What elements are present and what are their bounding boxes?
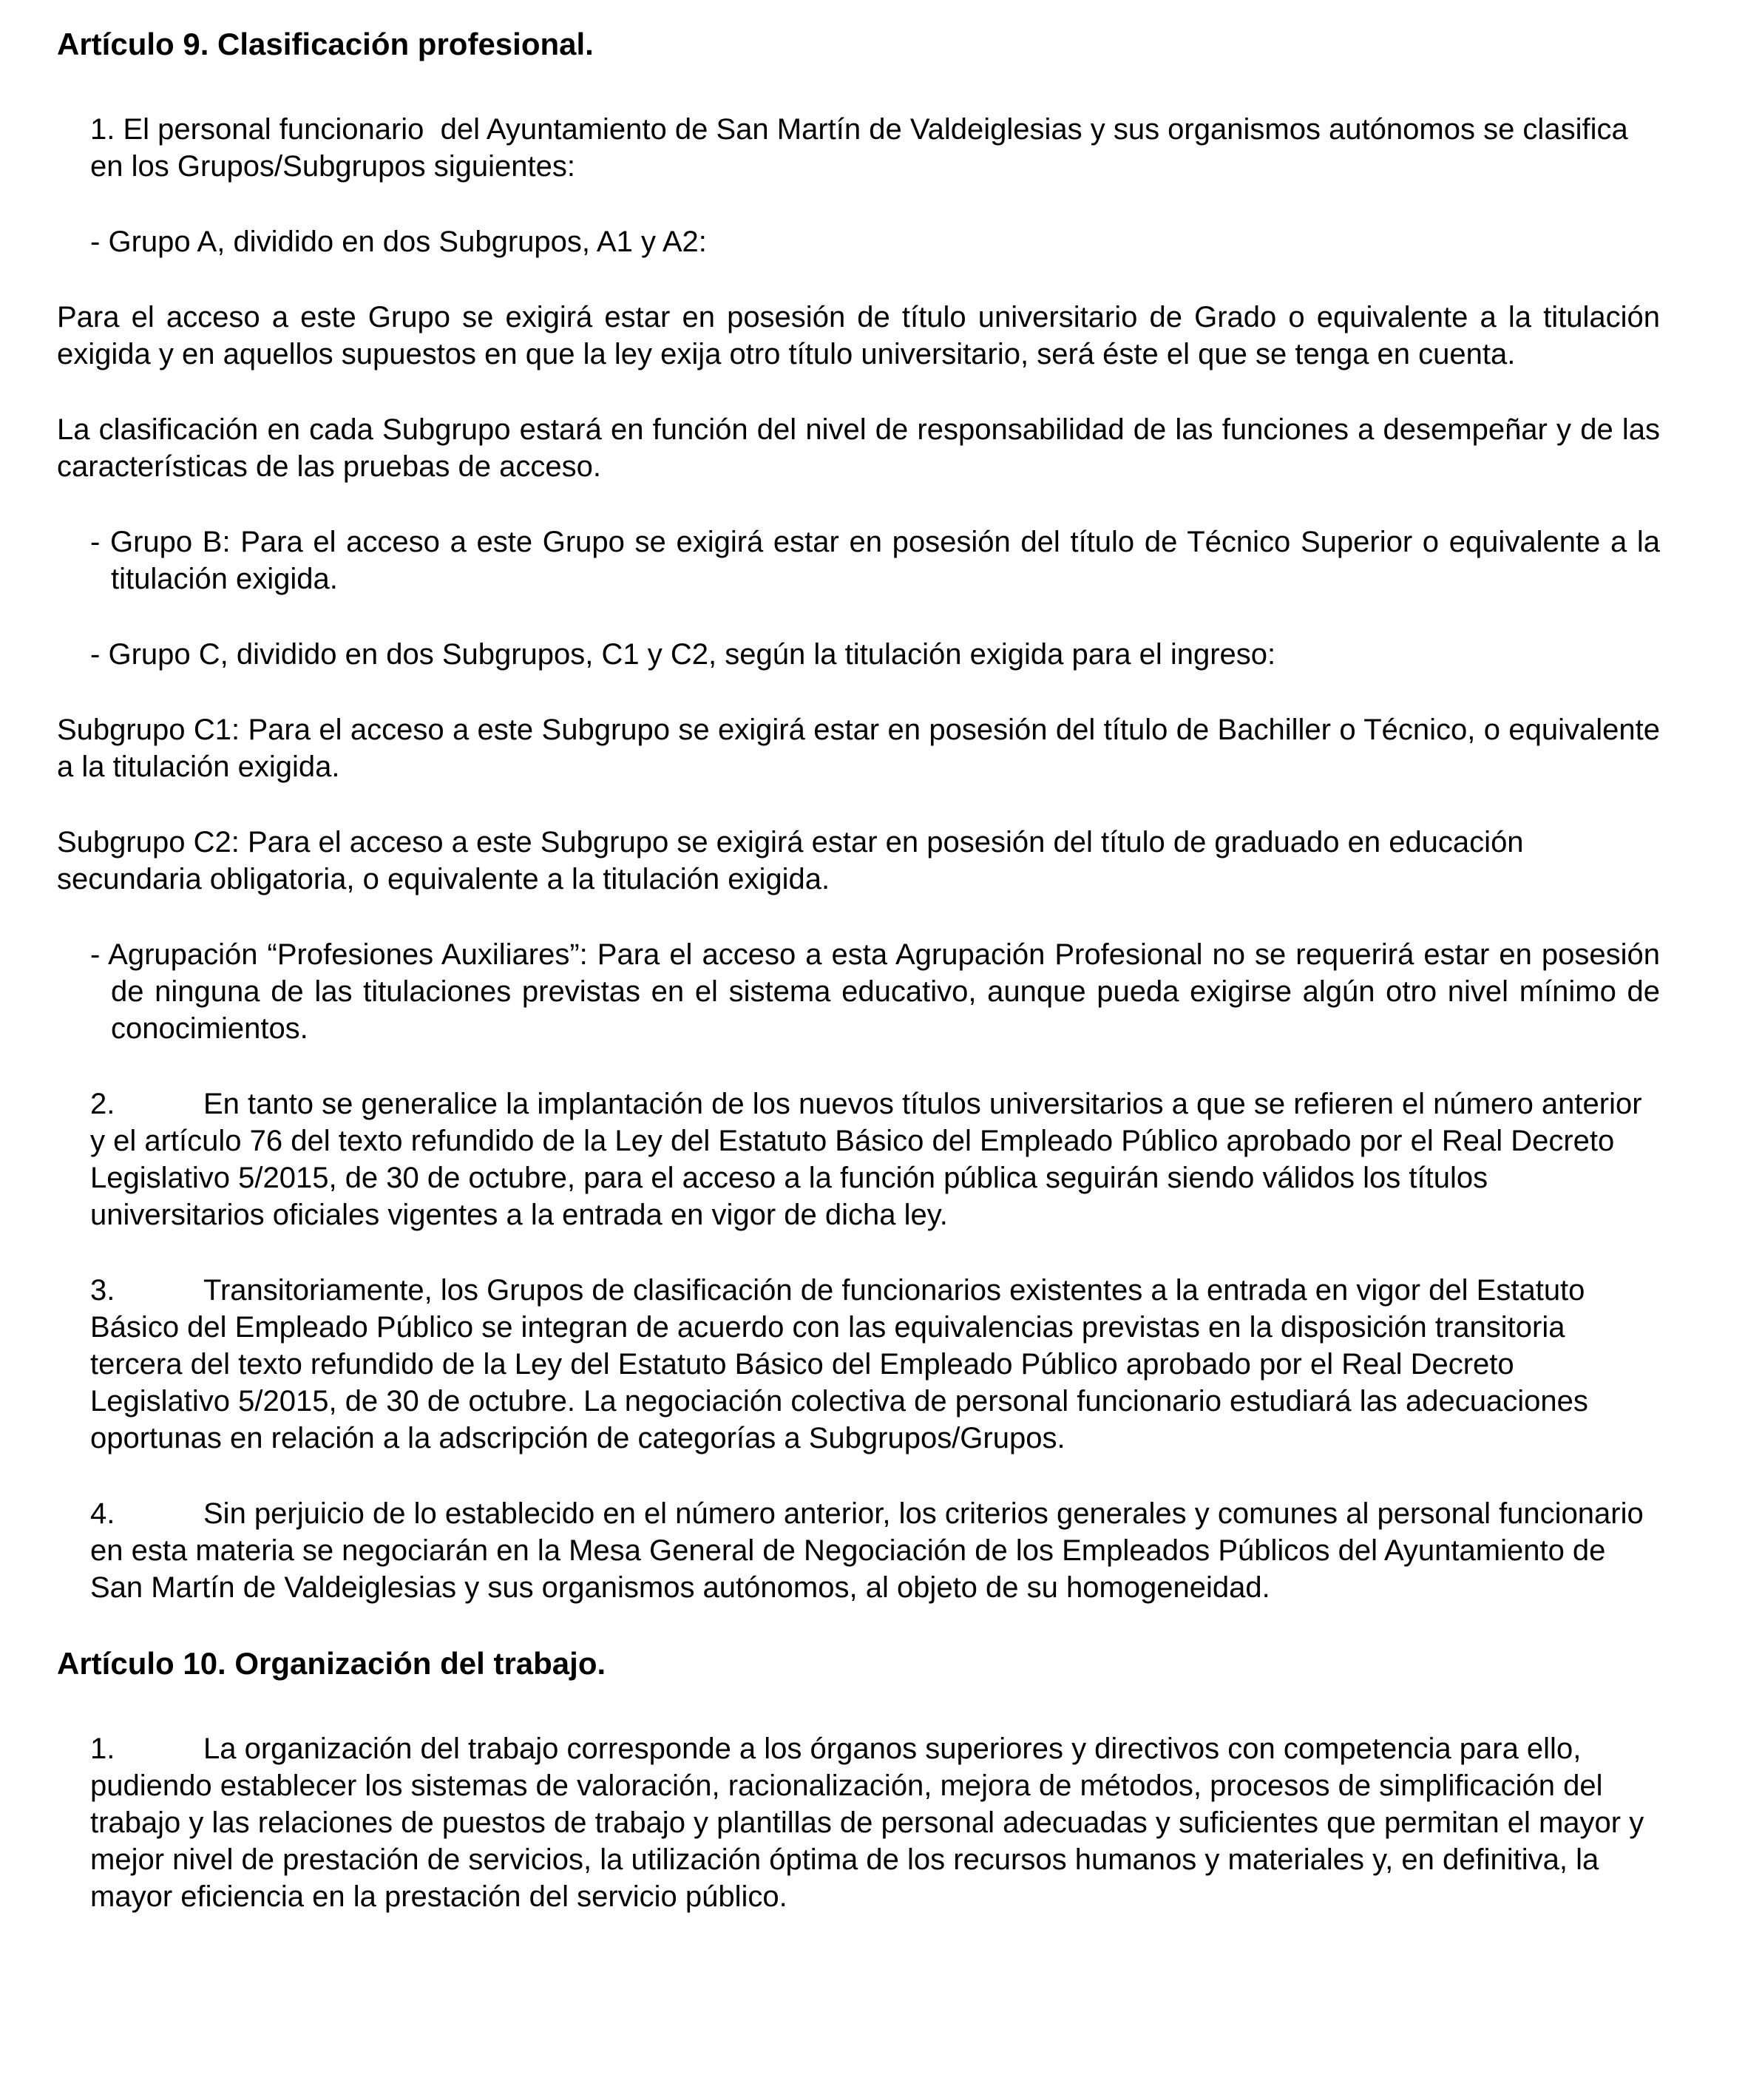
paragraph-number: 4. — [90, 1497, 115, 1530]
bullet-text: Grupo B: Para el acceso a este Grupo se exigirá estar en posesión del título de Técnico Superior o equivalente a la titulación exigida. — [109, 526, 1660, 595]
paragraph-number: 3. — [90, 1274, 115, 1307]
paragraph-art9-4 — [90, 1495, 1660, 1606]
bullet-item-grupo-a — [90, 223, 1660, 260]
article10-heading: Artículo 10. Organización del trabajo. — [57, 1646, 606, 1681]
paragraph-text: Transitoriamente, los Grupos de clasificación de funcionarios existentes a la entrada en vigor del Estatuto Básico del Empleado Público se integran de acuerdo con las equivalencias previstas en la disposición transitoria tercera del texto refundido de la Ley del Estatuto Básico del Empleado Público aprobado por el Real Decreto Legislativo 5/2015, de 30 de octubre. La negociación colectiva de personal funcionario estudiará las adecuaciones oportunas en relación a la adscripción de categorías a Subgrupos/Grupos. — [90, 1274, 1588, 1454]
paragraph-grupo-a-acceso: Para el acceso a este Grupo se exigirá estar en posesión de título universitario de Grado o equivalente a la titulación exigida y en aquellos supuestos en que la ley exija otro título universitario, será éste el que se tenga en cuenta. — [57, 301, 1660, 370]
paragraph-text: La organización del trabajo corresponde a los órganos superiores y directivos con competencia para ello, pudiendo establecer los sistemas de valoración, racionalización, mejora de métodos, procesos de simplificación del trabajo y las relaciones de puestos de trabajo y plantillas de personal adecuadas y suficientes que permitan el mayor y mejor nivel de prestación de servicios, la utilización óptima de los recursos humanos y materiales y, en definitiva, la mayor eficiencia en la prestación del servicio público. — [90, 1732, 1644, 1913]
bullet-item-grupo-c — [90, 636, 1660, 673]
bullet-dash: - — [90, 226, 101, 258]
bullet-dash: - — [90, 938, 101, 971]
paragraph-art9-2 — [90, 1085, 1660, 1233]
paragraph-art9-3 — [90, 1272, 1660, 1457]
bullet-item-grupo-b — [90, 524, 1660, 597]
paragraph-number: 2. — [90, 1088, 115, 1120]
document-page — [57, 25, 1660, 2100]
paragraph-text: El personal funcionario del Ayuntamiento de San Martín de Valdeiglesias y sus organismos autónomos se clasifica en los Grupos/Subgrupos siguientes: — [90, 113, 1628, 183]
paragraph-subgrupo-c2: Subgrupo C2: Para el acceso a este Subgrupo se exigirá estar en posesión del título de graduado en educación secundaria obligatoria, o equivalente a la titulación exigida. — [57, 826, 1524, 895]
bullet-item-agrupacion-profesiones-auxiliares — [90, 936, 1660, 1047]
paragraph-text: En tanto se generalice la implantación de los nuevos títulos universitarios a que se refieren el número anterior y el artículo 76 del texto refundido de la Ley del Estatuto Básico del Empleado Público aprobado por el Real Decreto Legislativo 5/2015, de 30 de octubre, para el acceso a la función pública seguirán siendo válidos los títulos universitarios oficiales vigentes a la entrada en vigor de dicha ley. — [90, 1088, 1642, 1231]
paragraph-art10-1 — [90, 1730, 1660, 1915]
paragraph-subgrupo-c1: Subgrupo C1: Para el acceso a este Subgrupo se exigirá estar en posesión del título de Bachiller o Técnico, o equivalente a la titulación exigida. — [57, 714, 1660, 783]
bullet-text: Agrupación “Profesiones Auxiliares”: Para el acceso a esta Agrupación Profesional no se requerirá estar en posesión de ninguna de las titulaciones previstas en el sistema educativo, aunque pueda exigirse algún otro nivel mínimo de conocimientos. — [108, 938, 1661, 1045]
paragraph-number: 1. — [90, 1732, 115, 1765]
bullet-text: Grupo C, dividido en dos Subgrupos, C1 y C2, según la titulación exigida para el ingreso: — [108, 638, 1276, 671]
paragraph-clasificacion-subgrupo: La clasificación en cada Subgrupo estará en función del nivel de responsabilidad de las funciones a desempeñar y de las características de las pruebas de acceso. — [57, 413, 1660, 483]
paragraph-number: 1. — [90, 113, 115, 146]
paragraph-art9-1 — [90, 111, 1660, 185]
bullet-dash: - — [90, 638, 101, 671]
bullet-text: Grupo A, dividido en dos Subgrupos, A1 y A2: — [108, 226, 707, 258]
paragraph-text: Sin perjuicio de lo establecido en el número anterior, los criterios generales y comunes al personal funcionario en esta materia se negociarán en la Mesa General de Negociación de los Empleados Públicos del Ayuntamiento de San Martín de Valdeiglesias y sus organismos autónomos, al objeto de su homogeneidad. — [90, 1497, 1652, 1604]
bullet-dash: - — [90, 526, 101, 558]
article9-heading: Artículo 9. Clasificación profesional. — [57, 27, 594, 61]
